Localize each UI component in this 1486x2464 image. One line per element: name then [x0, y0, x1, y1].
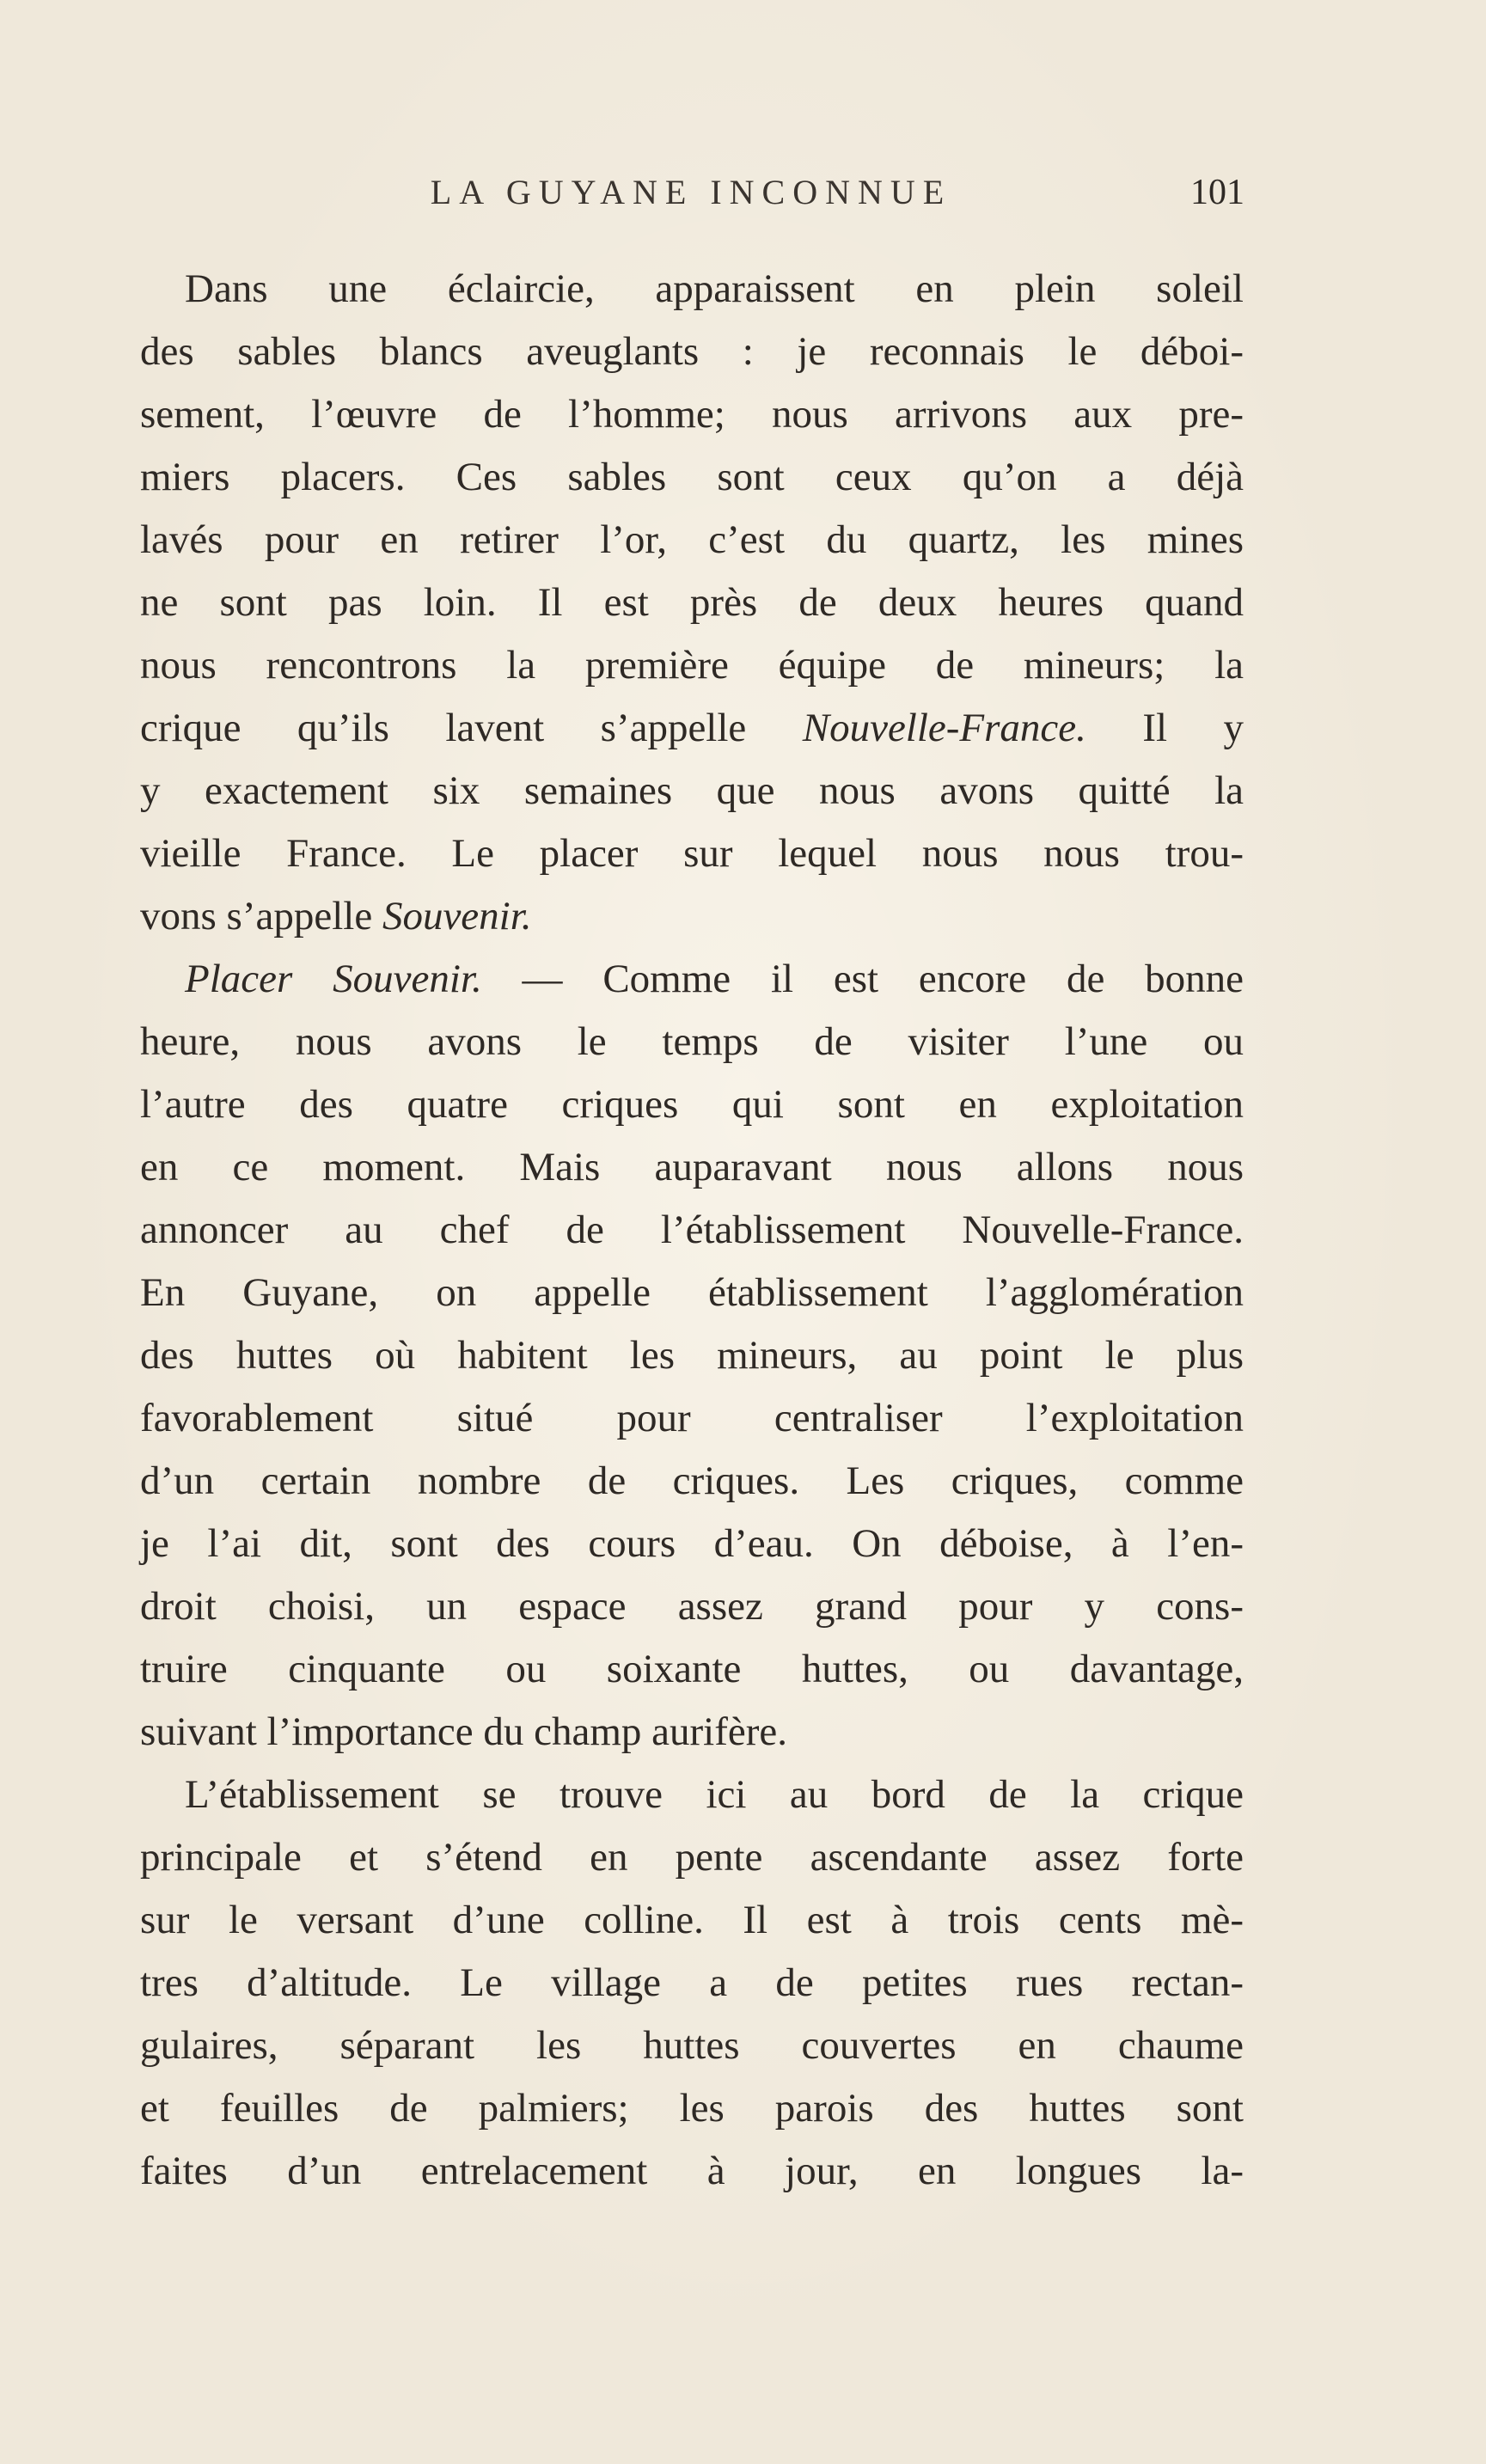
- text-line: Placer Souvenir. — Comme il est encore de bonne: [185, 957, 1244, 1001]
- text-line: en ce moment. Mais auparavant nous allons nous: [140, 1145, 1244, 1189]
- text-line: des sables blancs aveuglants : je reconnais le déboi-: [140, 329, 1244, 374]
- text-line: suivant l’importance du champ aurifère.: [140, 1709, 788, 1754]
- text-line: Dans une éclaircie, apparaissent en plein soleil: [185, 266, 1244, 311]
- text-line: faites d’un entrelacement à jour, en longues la-: [140, 2149, 1244, 2193]
- page-number: 101: [1190, 173, 1244, 212]
- text-line: miers placers. Ces sables sont ceux qu’on a déjà: [140, 455, 1244, 499]
- text-line: ne sont pas loin. Il est près de deux heures quand: [140, 580, 1244, 625]
- text-line: d’un certain nombre de criques. Les criques, comme: [140, 1458, 1244, 1503]
- text-line: des huttes où habitent les mineurs, au point le plus: [140, 1333, 1244, 1378]
- running-title: LA GUYANE INCONNUE: [430, 173, 952, 211]
- text-line: y exactement six semaines que nous avons quitté la: [140, 768, 1244, 813]
- text-line: annoncer au chef de l’établissement Nouvelle-France.: [140, 1208, 1244, 1252]
- text-line: l’autre des quatre criques qui sont en exploitation: [140, 1082, 1244, 1127]
- text-line: sur le versant d’une colline. Il est à trois cents mè-: [140, 1898, 1244, 1942]
- text-line: nous rencontrons la première équipe de mineurs; la: [140, 643, 1244, 688]
- text-line: je l’ai dit, sont des cours d’eau. On déboise, à l’en-: [140, 1521, 1244, 1566]
- text-line: L’établissement se trouve ici au bord de la crique: [185, 1772, 1244, 1817]
- italic-place-name: Nouvelle-France.: [802, 706, 1086, 750]
- text-line: truire cinquante ou soixante huttes, ou davantage,: [140, 1647, 1244, 1691]
- text-line: sement, l’œuvre de l’homme; nous arrivons aux pre-: [140, 392, 1244, 437]
- text-line: gulaires, séparant les huttes couvertes en chaume: [140, 2023, 1244, 2068]
- text-line: En Guyane, on appelle établissement l’agglomération: [140, 1270, 1244, 1315]
- text-line: vons s’appelle Souvenir.: [140, 894, 532, 939]
- text-line: droit choisi, un espace assez grand pour y cons-: [140, 1584, 1244, 1629]
- text-line: tres d’altitude. Le village a de petites rues rectan-: [140, 1960, 1244, 2005]
- italic-place-name: Souvenir.: [382, 894, 532, 939]
- text-line: lavés pour en retirer l’or, c’est du quartz, les mines: [140, 517, 1244, 562]
- text-line: principale et s’étend en pente ascendante assez forte: [140, 1835, 1244, 1880]
- text-line: heure, nous avons le temps de visiter l’une ou: [140, 1019, 1244, 1064]
- text-line: favorablement situé pour centraliser l’exploitation: [140, 1396, 1244, 1440]
- body-text: [140, 258, 1244, 2203]
- page-header: [138, 172, 1244, 223]
- text-line: et feuilles de palmiers; les parois des huttes sont: [140, 2086, 1244, 2131]
- text-line: vieille France. Le placer sur lequel nous nous trou-: [140, 831, 1244, 876]
- italic-section-title: Placer Souvenir.: [185, 957, 482, 1001]
- text-line: crique qu’ils lavent s’appelle Nouvelle-France. Il y: [140, 706, 1244, 750]
